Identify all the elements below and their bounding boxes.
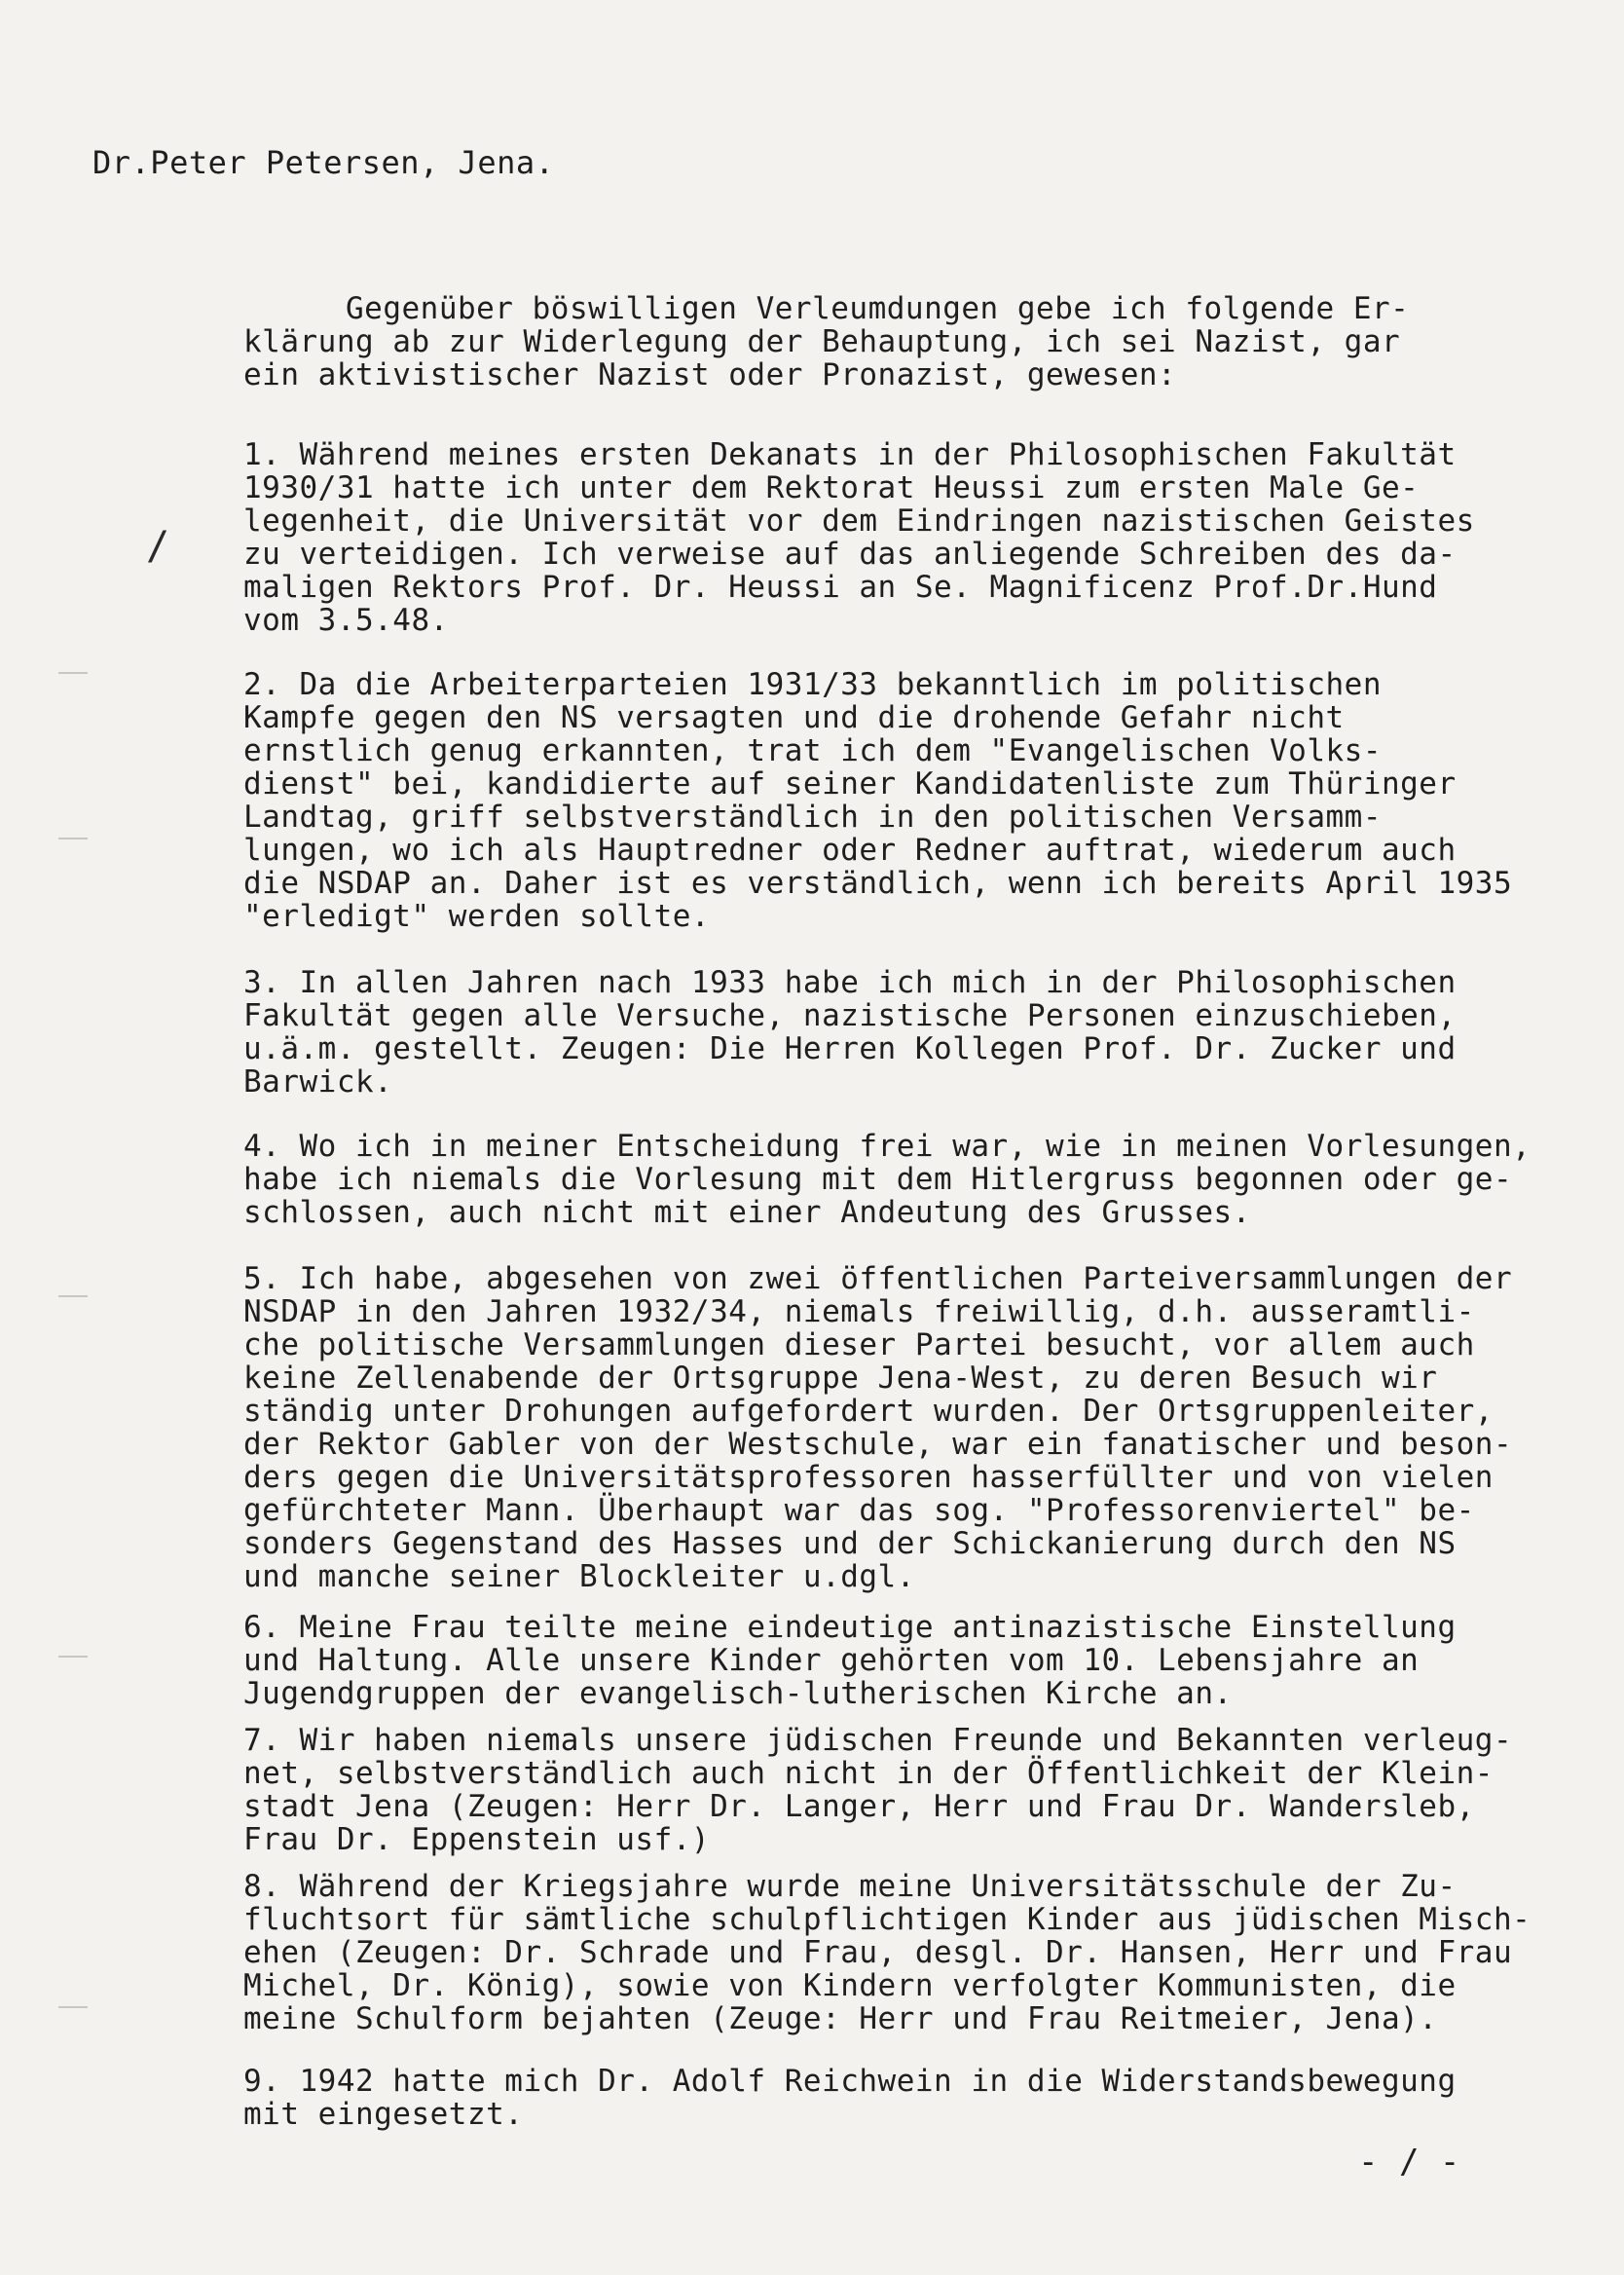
item-line: Barwick. xyxy=(243,1064,393,1100)
item-line: Fakultät gegen alle Versuche, nazistische Personen einzuschieben, xyxy=(243,998,1457,1033)
item-line: Michel, Dr. König), sowie von Kindern verfolgter Kommunisten, die xyxy=(243,1968,1457,2003)
item-line: vom 3.5.48. xyxy=(243,603,449,638)
item-line: ders gegen die Universitätsprofessoren hasserfüllter und von vielen xyxy=(243,1460,1494,1495)
item-line: 8. Während der Kriegsjahre wurde meine Universitätsschule der Zu- xyxy=(243,1869,1457,1904)
item-line: u.ä.m. gestellt. Zeugen: Die Herren Kollegen Prof. Dr. Zucker und xyxy=(243,1031,1457,1066)
item-line: ehen (Zeugen: Dr. Schrade und Frau, desgl. Dr. Hansen, Herr und Frau xyxy=(243,1935,1513,1970)
item-line: 2. Da die Arbeiterparteien 1931/33 bekanntlich im politischen xyxy=(243,667,1382,702)
item-line: legenheit, die Universität vor dem Eindringen nazistischen Geistes xyxy=(243,503,1475,539)
item-line: 7. Wir haben niemals unsere jüdischen Freunde und Bekannten verleug- xyxy=(243,1723,1513,1758)
item-line: Frau Dr. Eppenstein usf.) xyxy=(243,1822,711,1857)
item-line: maligen Rektors Prof. Dr. Heussi an Se. Magnificenz Prof.Dr.Hund xyxy=(243,570,1438,605)
item-line: ernstlich genug erkannten, trat ich dem "Evangelischen Volks- xyxy=(243,733,1382,768)
item-line: stadt Jena (Zeugen: Herr Dr. Langer, Herr und Frau Dr. Wandersleb, xyxy=(243,1789,1475,1824)
item-7 xyxy=(243,1724,1606,1856)
bleed-through-mark xyxy=(58,672,88,674)
item-line: "erledigt" werden sollte. xyxy=(243,899,711,934)
item-9 xyxy=(243,2065,1606,2131)
item-line: 5. Ich habe, abgesehen von zwei öffentlichen Parteiversammlungen der xyxy=(243,1261,1513,1296)
item-line: Kampfe gegen den NS versagten und die drohende Gefahr nicht xyxy=(243,700,1345,735)
bleed-through-mark xyxy=(58,1295,88,1297)
item-line: che politische Versammlungen dieser Partei besucht, vor allem auch xyxy=(243,1327,1475,1362)
item-8 xyxy=(243,1870,1606,2035)
item-line: dienst" bei, kandidierte auf seiner Kandidatenliste zum Thüringer xyxy=(243,766,1457,802)
item-line: keine Zellenabende der Ortsgruppe Jena-West, zu deren Besuch wir xyxy=(243,1361,1438,1396)
item-line: gefürchteter Mann. Überhaupt war das sog. "Professorenviertel" be- xyxy=(243,1493,1475,1528)
item-line: NSDAP in den Jahren 1932/34, niemals freiwillig, d.h. ausseramtli- xyxy=(243,1294,1475,1329)
item-line: mit eingesetzt. xyxy=(243,2097,524,2132)
item-line: Landtag, griff selbstverständlich in den politischen Versamm- xyxy=(243,800,1382,835)
bleed-through-mark xyxy=(58,2006,88,2008)
item-line: 1. Während meines ersten Dekanats in der Philosophischen Fakultät xyxy=(243,437,1457,472)
item-1 xyxy=(243,438,1606,637)
item-3 xyxy=(243,966,1606,1099)
item-line: fluchtsort für sämtliche schulpflichtigen Kinder aus jüdischen Misch- xyxy=(243,1902,1532,1937)
item-line: und Haltung. Alle unsere Kinder gehörten vom 10. Lebensjahre an xyxy=(243,1643,1420,1678)
intro-paragraph xyxy=(243,292,1538,392)
item-2 xyxy=(243,668,1606,933)
item-line: 3. In allen Jahren nach 1933 habe ich mich in der Philosophischen xyxy=(243,965,1457,1000)
bleed-through-mark xyxy=(58,1656,88,1658)
item-line: zu verteidigen. Ich verweise auf das anliegende Schreiben des da- xyxy=(243,537,1457,572)
intro-line: Gegenüber böswilligen Verleumdungen gebe ich folgende Er- xyxy=(346,291,1410,326)
item-line: die NSDAP an. Daher ist es verständlich, wenn ich bereits April 1935 xyxy=(243,866,1513,901)
item-line: der Rektor Gabler von der Westschule, war ein fanatischer und beson- xyxy=(243,1427,1513,1462)
item-6 xyxy=(243,1611,1606,1710)
item-line: meine Schulform bejahten (Zeuge: Herr und Frau Reitmeier, Jena). xyxy=(243,2001,1438,2036)
item-line: ständig unter Drohungen aufgefordert wurden. Der Ortsgruppenleiter, xyxy=(243,1394,1494,1429)
item-line: schlossen, auch nicht mit einer Andeutung des Grusses. xyxy=(243,1195,1251,1230)
item-line: und manche seiner Blockleiter u.dgl. xyxy=(243,1559,915,1594)
intro-line: klärung ab zur Widerlegung der Behauptung, ich sei Nazist, gar xyxy=(243,324,1401,359)
item-line: habe ich niemals die Vorlesung mit dem Hitlergruss begonnen oder ge- xyxy=(243,1162,1513,1197)
item-line: lungen, wo ich als Hauptredner oder Redner auftrat, wiederum auch xyxy=(243,833,1457,868)
letter-header: Dr.Peter Petersen, Jena. xyxy=(92,144,555,181)
item-5 xyxy=(243,1262,1606,1593)
item-line: net, selbstverständlich auch nicht in der Öffentlichkeit der Klein- xyxy=(243,1756,1494,1791)
item-line: Jugendgruppen der evangelisch-lutherischen Kirche an. xyxy=(243,1676,1233,1711)
item-line: sonders Gegenstand des Hasses und der Schickanierung durch den NS xyxy=(243,1526,1457,1561)
page-number-marker: - / - xyxy=(1358,2143,1460,2182)
item-line: 4. Wo ich in meiner Entscheidung frei war, wie in meinen Vorlesungen, xyxy=(243,1129,1532,1164)
item-line: 1930/31 hatte ich unter dem Rektorat Heussi zum ersten Male Ge- xyxy=(243,470,1420,505)
item-4 xyxy=(243,1130,1606,1229)
item-line: 9. 1942 hatte mich Dr. Adolf Reichwein in die Widerstandsbewegung xyxy=(243,2064,1457,2099)
margin-mark: / xyxy=(146,524,170,569)
bleed-through-mark xyxy=(58,838,88,839)
item-line: 6. Meine Frau teilte meine eindeutige antinazistische Einstellung xyxy=(243,1610,1457,1645)
intro-line: ein aktivistischer Nazist oder Pronazist, gewesen: xyxy=(243,357,1177,392)
